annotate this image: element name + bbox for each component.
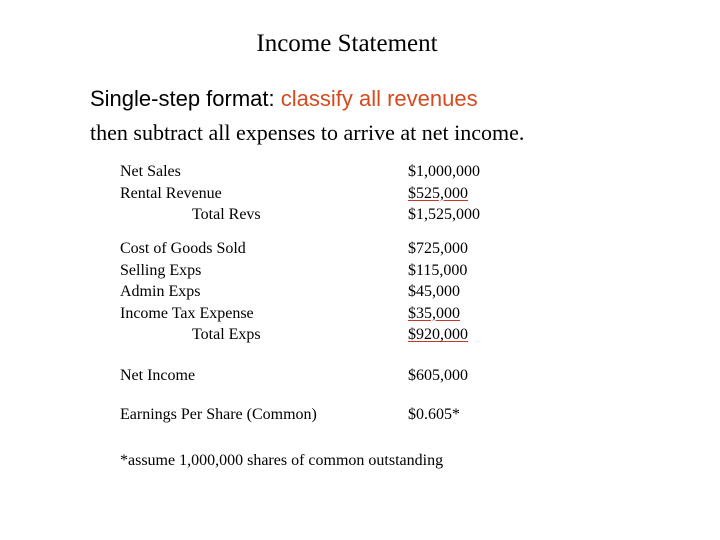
net-income-amount: $605,000 [408, 367, 468, 384]
row-amount: $115,000 [408, 261, 468, 279]
total-label: Total Revs [192, 206, 261, 223]
table-row [120, 183, 680, 205]
expenses-section [120, 238, 680, 346]
intro-line-1 [90, 82, 710, 116]
table-row [120, 365, 680, 387]
intro-line-2: then subtract all expenses to arrive at net income. [90, 120, 525, 145]
footnote: *assume 1,000,000 shares of common outstanding [120, 452, 444, 469]
statement-title: Income Statement [256, 30, 438, 57]
row-amount: $725,000 [408, 240, 468, 257]
table-row [120, 238, 680, 260]
row-label: Income Tax Expense [120, 304, 254, 322]
row-amount: $35,000 [408, 304, 460, 322]
eps-amount: $0.605* [408, 406, 460, 423]
net-income-label: Net Income [120, 367, 196, 384]
table-row-total [120, 204, 680, 226]
table-row-total [120, 324, 680, 346]
intro-prefix: Single-step format: [90, 86, 281, 111]
total-label: Total Exps [192, 326, 261, 343]
revenues-section [120, 161, 680, 226]
row-label: Selling Exps [120, 261, 202, 279]
row-label: Cost of Goods Sold [120, 240, 246, 257]
row-label: Rental Revenue [120, 184, 222, 202]
total-amount: $920,000 [408, 326, 468, 343]
table-row [120, 303, 680, 325]
total-amount: $1,525,000 [408, 206, 480, 223]
row-label: Admin Exps [120, 283, 201, 300]
row-amount: $525,000 [408, 184, 468, 202]
table-row [120, 404, 680, 426]
eps-row [120, 404, 680, 426]
intro-text [90, 82, 710, 150]
table-row [120, 281, 680, 303]
row-amount: $45,000 [408, 283, 460, 300]
row-label: Net Sales [120, 163, 181, 180]
table-row [120, 260, 680, 282]
table-row [120, 161, 680, 183]
intro-highlight: classify all revenues [280, 86, 478, 111]
eps-label: Earnings Per Share (Common) [120, 406, 317, 423]
net-income-row [120, 365, 680, 387]
row-amount: $1,000,000 [408, 163, 480, 180]
